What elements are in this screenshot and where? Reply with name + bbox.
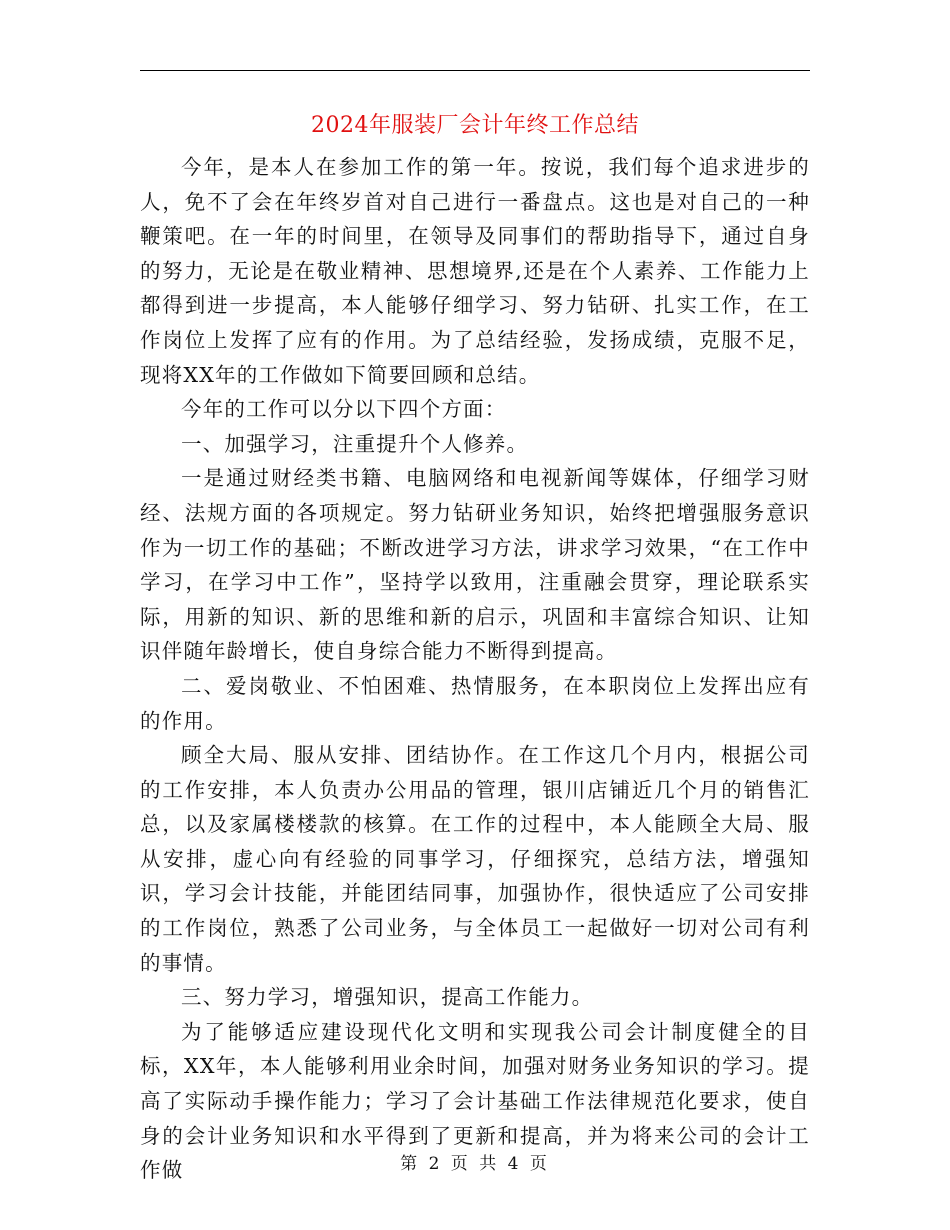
section-heading-3: 三、努力学习，增强知识，提高工作能力。 xyxy=(181,985,594,1010)
page-number-footer: 第 2 页 共 4 页 xyxy=(400,1154,550,1174)
paragraph-section-3: 为了能够适应建设现代化文明和实现我公司会计制度健全的目标，XX年，本人能够利用业余时间，加强对财务业务知识的学习。提高了实际动手操作能力；学习了会计基础工作法律规范化要求，使自身的会计业务知识和水平得到了更新和提高，并为将来公司的会计工作做 xyxy=(140,1019,810,1183)
document-body xyxy=(140,150,810,1188)
header-rule xyxy=(140,70,810,71)
paragraph-section-1: 一是通过财经类书籍、电脑网络和电视新闻等媒体，仔细学习财经、法规方面的各项规定。努力钻研业务知识，始终把增强服务意识作为一切工作的基础；不断改进学习方法，讲求学习效果，“在工作中学习，在学习中工作”，坚持学以致用，注重融会贯穿，理论联系实际，用新的知识、新的思维和新的启示，巩固和丰富综合知识、让知识伴随年龄增长，使自身综合能力不断得到提高。 xyxy=(140,466,810,664)
paragraph-section-2: 顾全大局、服从安排、团结协作。在工作这几个月内，根据公司的工作安排，本人负责办公用品的管理，银川店铺近几个月的销售汇总，以及家属楼楼款的核算。在工作的过程中，本人能顾全大局、服从安排，虚心向有经验的同事学习，仔细探究，总结方法，增强知识，学习会计技能，并能团结同事，加强协作，很快适应了公司安排的工作岗位，熟悉了公司业务，与全体员工一起做好一切对公司有利的事情。 xyxy=(140,743,810,975)
paragraph-overview: 今年的工作可以分以下四个方面： xyxy=(181,397,507,422)
document-title: 2024年服装厂会计年终工作总结 xyxy=(311,113,639,138)
section-heading-2: 二、爱岗敬业、不怕困难、热情服务，在本职岗位上发挥出应有的作用。 xyxy=(140,673,810,733)
paragraph-intro: 今年，是本人在参加工作的第一年。按说，我们每个追求进步的人，免不了会在年终岁首对自己进行一番盘点。这也是对自己的一种鞭策吧。在一年的时间里，在领导及同事们的帮助指导下，通过自身的努力，无论是在敬业精神、思想境界,还是在个人素养、工作能力上都得到进一步提高，本人能够仔细学习、努力钻研、扎实工作，在工作岗位上发挥了应有的作用。为了总结经验，发扬成绩，克服不足，现将XX年的工作做如下简要回顾和总结。 xyxy=(140,155,810,387)
section-heading-1: 一、加强学习，注重提升个人修养。 xyxy=(181,431,529,456)
